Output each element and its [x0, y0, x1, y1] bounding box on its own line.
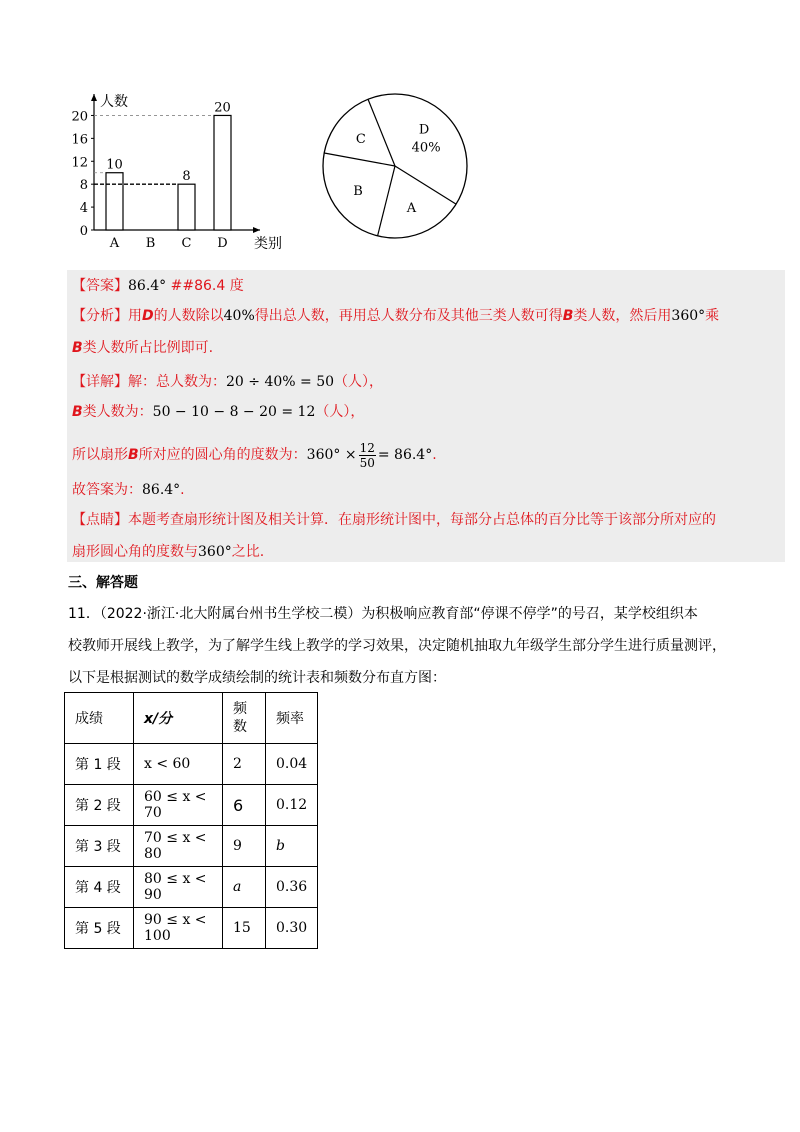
- detail-text: 所以扇形: [72, 447, 128, 463]
- y-tick-label: 8: [79, 178, 88, 194]
- table-header: x/分: [134, 693, 223, 744]
- pie-slice-label: D: [418, 122, 430, 138]
- detail-final-answer: 86.4°: [142, 482, 181, 498]
- detail-b: B: [128, 447, 139, 463]
- bar-chart: [71, 93, 282, 252]
- table-cell: 6: [223, 785, 266, 826]
- pie-chart: [323, 94, 467, 238]
- table-cell: 第 5 段: [65, 908, 134, 949]
- pie-slice-label: A: [406, 200, 417, 216]
- comment-line-2: [72, 542, 264, 562]
- x-tick-label: A: [109, 236, 120, 251]
- detail-b: B: [72, 404, 83, 420]
- y-axis-arrow: [91, 94, 97, 101]
- table-cell: 0.36: [266, 867, 318, 908]
- comment-text: 之比.: [231, 544, 265, 560]
- table-row: [65, 867, 318, 908]
- table-cell: b: [266, 826, 318, 867]
- detail-tag: 【详解】: [72, 374, 128, 390]
- y-tick-label: 12: [71, 155, 88, 171]
- comment-tag: 【点睛】: [72, 512, 128, 528]
- analysis-line-1: [72, 306, 719, 326]
- analysis-percent: 40%: [223, 308, 255, 324]
- question-line-1: 11．（2022·浙江·北大附属台州书生学校二模）为积极响应教育部“停课不停学”的号召，某学校组织本: [68, 606, 698, 622]
- fraction-denominator: 50: [359, 455, 375, 470]
- table-cell: 第 3 段: [65, 826, 134, 867]
- answer-tag: 【答案】: [72, 278, 128, 294]
- y-tick-label: 20: [71, 109, 88, 125]
- table-cell: 第 2 段: [65, 785, 134, 826]
- analysis-text: 类人数，然后用: [573, 308, 672, 324]
- analysis-text: 得出总人数，再用总人数分布及其他三类人数可得: [254, 308, 563, 324]
- pie-slice-label: C: [355, 132, 366, 148]
- detail-text: 所对应的圆心角的度数为：: [138, 447, 307, 463]
- table-cell: 90 ≤ x < 100: [134, 908, 223, 949]
- table-cell: 2: [223, 744, 266, 785]
- x-tick-label: D: [217, 236, 228, 251]
- detail-equation-3: 360° ×: [306, 447, 357, 463]
- detail-text: 故答案为：: [72, 482, 142, 498]
- comment-text: 扇形圆心角的度数与: [72, 544, 198, 560]
- table-header-row: [65, 693, 318, 744]
- analysis-line-2: [72, 338, 213, 358]
- table-cell: 15: [223, 908, 266, 949]
- table-cell: x < 60: [134, 744, 223, 785]
- y-axis-label: 人数: [100, 94, 128, 110]
- table-cell: 70 ≤ x < 80: [134, 826, 223, 867]
- table-cell: 60 ≤ x < 70: [134, 785, 223, 826]
- detail-equation-1: 20 ÷ 40% = 50: [226, 374, 335, 390]
- y-tick-label: 0: [79, 224, 88, 239]
- detail-text: 类人数为：: [82, 404, 153, 420]
- fraction-numerator: 12: [359, 440, 375, 455]
- table-row: [65, 785, 318, 826]
- y-tick-label: 4: [79, 201, 88, 217]
- section-title: 三、解答题: [68, 575, 138, 591]
- detail-equation-2: 50 − 10 − 8 − 20 = 12: [152, 404, 316, 420]
- detail-period: .: [432, 447, 437, 463]
- table-cell: 0.12: [266, 785, 318, 826]
- score-table: [64, 692, 318, 949]
- detail-sep: ，: [350, 404, 365, 420]
- analysis-text: 的人数除以: [153, 308, 224, 324]
- pie-slice-label: B: [353, 183, 363, 199]
- comment-degree: 360°: [198, 544, 232, 560]
- table-row: [65, 908, 318, 949]
- detail-text: 解：总人数为：: [128, 374, 226, 390]
- y-tick-label: 16: [71, 132, 88, 148]
- table-header: 频率: [266, 693, 318, 744]
- x-tick-label: C: [181, 236, 192, 251]
- question-line-3: 以下是根据测试的数学成绩绘制的统计表和频数分布直方图：: [68, 670, 446, 686]
- answer-value: 86.4°: [128, 278, 167, 294]
- table-cell: 0.04: [266, 744, 318, 785]
- analysis-text: 用: [128, 308, 142, 324]
- detail-equation-3-result: = 86.4°: [377, 447, 433, 463]
- analysis-text: 乘: [705, 308, 720, 324]
- analysis-text: 类人数所占比例即可.: [82, 340, 214, 356]
- detail-unit: （人）: [334, 374, 370, 390]
- fraction: [359, 441, 376, 470]
- detail-line-4: [72, 480, 185, 500]
- analysis-b: B: [562, 308, 574, 324]
- table-row: [65, 744, 318, 785]
- x-axis-label: 类别: [254, 236, 282, 252]
- detail-sep: ，: [369, 374, 384, 390]
- x-axis-arrow: [253, 227, 260, 233]
- comment-line-1: [72, 510, 716, 530]
- pie-slice-percent: 40%: [411, 140, 441, 156]
- question-line-2: 校教师开展线上教学，为了解学生线上教学的学习效果，决定随机抽取九年级学生部分学生进行质量测评，: [68, 638, 726, 654]
- detail-line-1: [72, 372, 383, 392]
- bar: [214, 115, 231, 230]
- table-cell: 第 4 段: [65, 867, 134, 908]
- comment-text: 本题考查扇形统计图及相关计算．在扇形统计图中，每部分占总体的百分比等于该部分所对应的: [128, 512, 716, 528]
- table-header: 频数: [223, 693, 266, 744]
- detail-period: .: [180, 482, 185, 498]
- bar: [106, 173, 123, 230]
- table-cell: 0.30: [266, 908, 318, 949]
- table-cell: 第 1 段: [65, 744, 134, 785]
- answer-alt: ##86.4 度: [170, 278, 244, 294]
- analysis-tag: 【分析】: [72, 308, 128, 324]
- table-cell: a: [223, 867, 266, 908]
- table-cell: 9: [223, 826, 266, 867]
- analysis-degree: 360°: [671, 308, 706, 324]
- analysis-b: B: [72, 340, 83, 356]
- answer-line: [72, 276, 244, 296]
- table-cell: 80 ≤ x < 90: [134, 867, 223, 908]
- x-tick-label: B: [145, 236, 156, 251]
- bar: [178, 184, 195, 230]
- table-header: 成绩: [65, 693, 134, 744]
- analysis-d: D: [142, 308, 154, 324]
- figures: [60, 88, 480, 258]
- detail-unit: （人）: [315, 404, 351, 420]
- bar-value-label: 20: [214, 100, 231, 116]
- detail-line-3: [72, 440, 437, 470]
- table-row: [65, 826, 318, 867]
- bar-value-label: 10: [106, 157, 123, 173]
- bar-value-label: 8: [182, 169, 191, 185]
- detail-line-2: [72, 402, 364, 422]
